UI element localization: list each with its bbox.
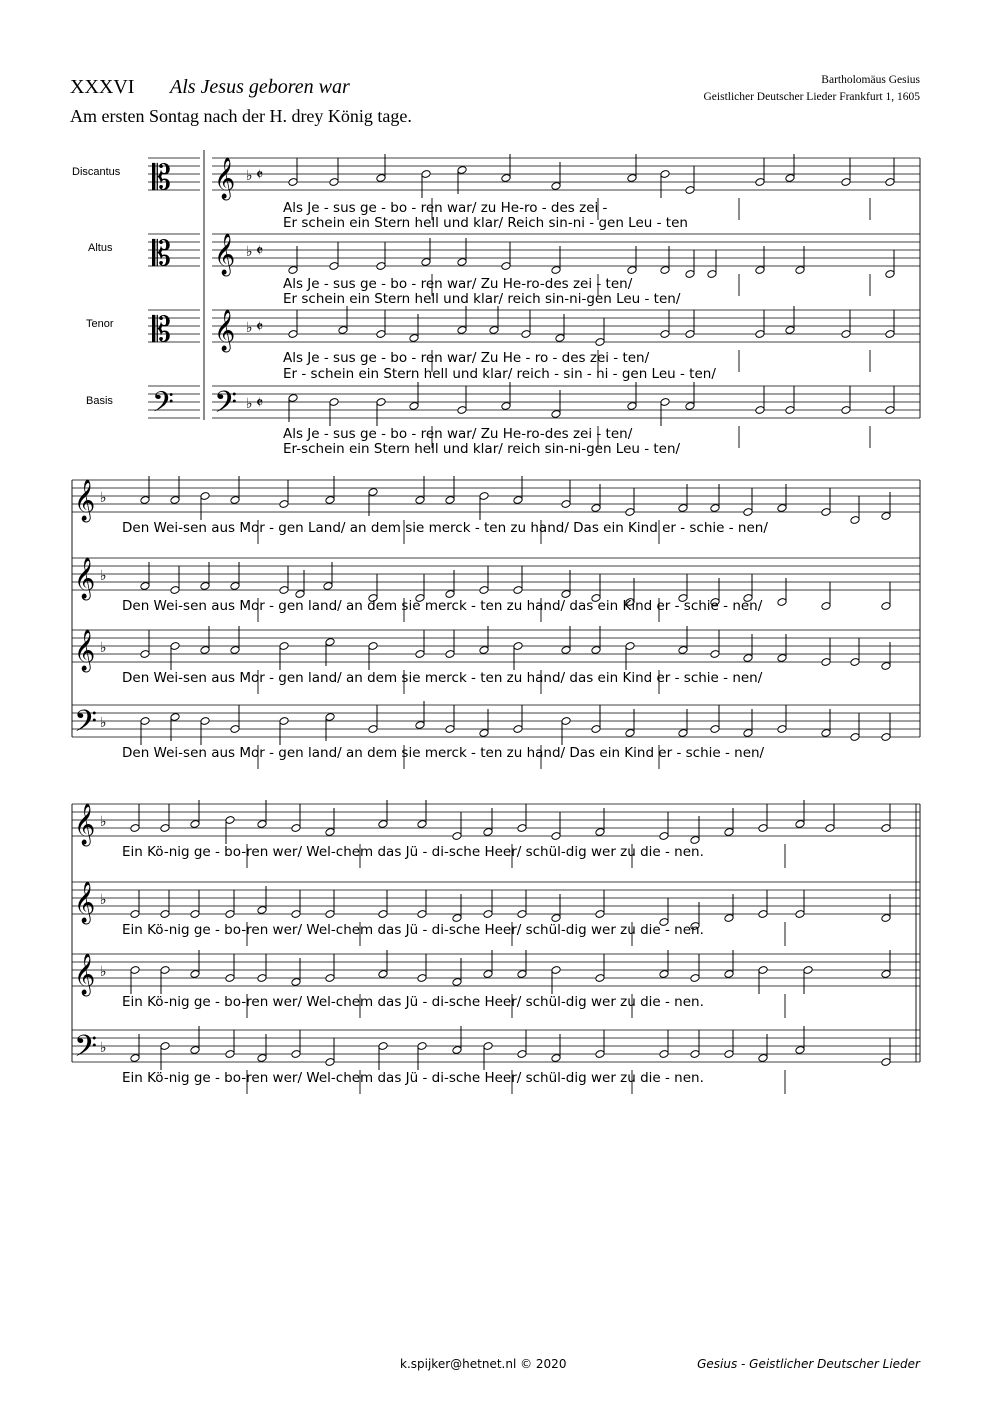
clef-icon: 𝄞 <box>74 954 96 995</box>
composer-name: Bartholomäus Gesius <box>821 74 920 86</box>
flat-icon: ♭ <box>246 320 253 336</box>
flat-icon: ♭ <box>100 964 107 980</box>
lyrics-s1-tenor-2: Er - schein ein Stern hell und klar/ reich - sin - ni - gen Leu - ten/ <box>283 366 716 382</box>
flat-icon: ♭ <box>100 892 107 908</box>
flat-icon: ♭ <box>100 568 107 584</box>
flat-icon: ♭ <box>100 640 107 656</box>
lyrics-s1-altus-2: Er schein ein Stern hell und klar/ reich sin-ni-gen Leu - ten/ <box>283 291 681 307</box>
voice-label-discantus: Discantus <box>72 166 121 178</box>
lyrics-s1-discantus-1: Als Je - sus ge - bo - ren war/ zu He-ro - des zei - <box>283 200 608 216</box>
voice-label-basis: Basis <box>86 395 113 407</box>
lyrics-s1-basis-1: Als Je - sus ge - bo - ren war/ Zu He-ro-des zei - ten/ <box>283 426 633 442</box>
lyrics-s1-discantus-2: Er schein ein Stern hell und klar/ Reich sin-ni - gen Leu - ten <box>283 215 688 231</box>
lyrics-s2-altus: Den Wei-sen aus Mor - gen land/ an dem sie merck - ten zu hand/ das ein Kind er - schie - nen/ <box>122 598 763 614</box>
piece-subtitle: Am ersten Sontag nach der H. drey König tage. <box>70 106 412 126</box>
lyrics-s1-altus-1: Als Je - sus ge - bo - ren war/ Zu He-ro-des zei - ten/ <box>283 276 633 292</box>
lyrics-s2-tenor: Den Wei-sen aus Mor - gen land/ an dem sie merck - ten zu hand/ das ein Kind er - schie - nen/ <box>122 670 763 686</box>
clef-icon: 𝄡 <box>152 234 171 274</box>
lyrics-s1-basis-2: Er-schein ein Stern hell und klar/ reich sin-ni-gen Leu - ten/ <box>283 441 681 457</box>
flat-icon: ♭ <box>246 396 253 412</box>
lyrics-s3-altus: Ein Kö-nig ge - bo-ren wer/ Wel-chem das Jü - di-sche Heer/ schül-dig wer zu die - nen. <box>122 922 704 938</box>
clef-icon: 𝄢 <box>74 705 98 746</box>
voice-label-altus: Altus <box>88 242 113 254</box>
clef-icon: 𝄢 <box>214 386 238 427</box>
clef-icon: 𝄞 <box>74 558 96 599</box>
footer-contact: k.spijker@hetnet.nl © 2020 <box>400 1357 567 1371</box>
lyrics-s3-tenor: Ein Kö-nig ge - bo-ren wer/ Wel-chem das Jü - di-sche Heer/ schül-dig wer zu die - nen. <box>122 994 704 1010</box>
cut-time-icon: 𝄵 <box>256 393 264 412</box>
footer-collection: Gesius - Geistlicher Deutscher Lieder <box>697 1357 920 1371</box>
piece-title: Als Jesus geboren war <box>170 76 350 98</box>
clef-icon: 𝄞 <box>74 882 96 923</box>
flat-icon: ♭ <box>246 168 253 184</box>
piece-number: XXXVI <box>70 76 135 98</box>
clef-icon: 𝄞 <box>214 234 236 275</box>
voice-label-tenor: Tenor <box>86 318 114 330</box>
flat-icon: ♭ <box>246 244 253 260</box>
cut-time-icon: 𝄵 <box>256 165 264 184</box>
flat-icon: ♭ <box>100 1040 107 1056</box>
clef-icon: 𝄞 <box>214 310 236 351</box>
lyrics-s1-tenor-1: Als Je - sus ge - bo - ren war/ Zu He - ro - des zei - ten/ <box>283 350 650 366</box>
clef-icon: 𝄞 <box>74 480 96 521</box>
clef-icon: 𝄡 <box>152 310 171 350</box>
clef-icon: 𝄢 <box>152 386 174 426</box>
cut-time-icon: 𝄵 <box>256 317 264 336</box>
flat-icon: ♭ <box>100 715 107 731</box>
cut-time-icon: 𝄵 <box>256 241 264 260</box>
clef-icon: 𝄡 <box>152 158 171 198</box>
lyrics-s2-basis: Den Wei-sen aus Mor - gen land/ an dem sie merck - ten zu hand/ Das ein Kind er - schie - nen/ <box>122 745 765 761</box>
clef-icon: 𝄞 <box>214 158 236 199</box>
lyrics-s2-discantus: Den Wei-sen aus Mor - gen Land/ an dem sie merck - ten zu hand/ Das ein Kind er - schie - nen/ <box>122 520 768 536</box>
source-info: Geistlicher Deutscher Lieder Frankfurt 1, 1605 <box>703 91 920 103</box>
lyrics-s3-basis: Ein Kö-nig ge - bo-ren wer/ Wel-chem das Jü - di-sche Heer/ schül-dig wer zu die - nen. <box>122 1070 704 1086</box>
clef-icon: 𝄞 <box>74 630 96 671</box>
lyrics-s3-discantus: Ein Kö-nig ge - bo-ren wer/ Wel-chem das Jü - di-sche Heer/ schül-dig wer zu die - nen. <box>122 844 704 860</box>
flat-icon: ♭ <box>100 490 107 506</box>
clef-icon: 𝄢 <box>74 1030 98 1071</box>
clef-icon: 𝄞 <box>74 804 96 845</box>
flat-icon: ♭ <box>100 814 107 830</box>
